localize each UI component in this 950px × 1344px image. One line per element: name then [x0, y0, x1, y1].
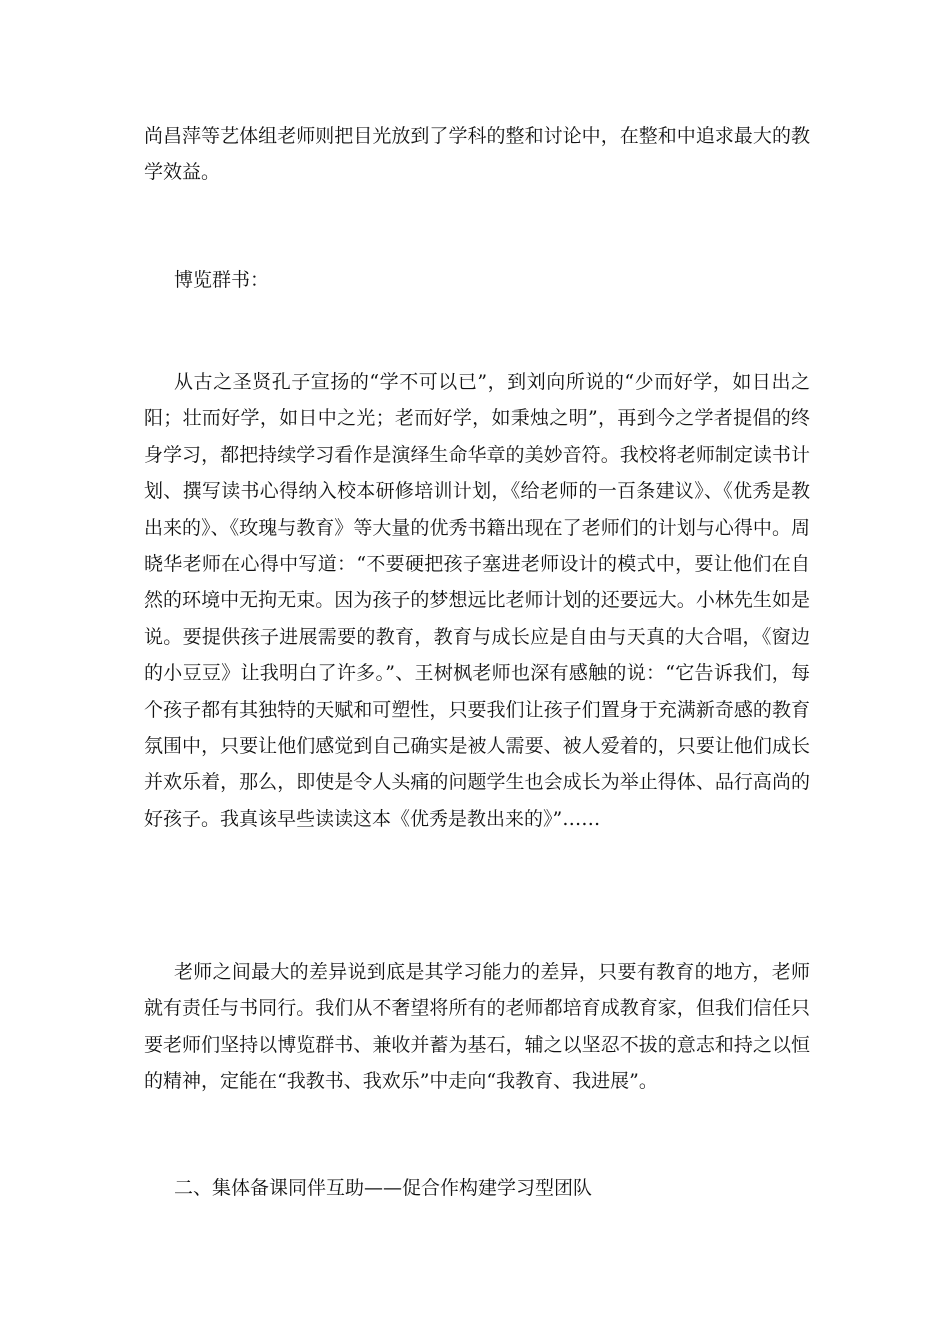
paragraph-teacher-learning: 老师之间最大的差异说到底是其学习能力的差异，只要有教育的地方，老师就有责任与书同行。我们从不奢望将所有的老师都培育成教育家，但我们信任只要老师们坚持以博览群书、兼收并蓄为基石，辅之以坚忍不拔的意志和持之以恒的精神，定能在“我教书、我欢乐”中走向“我教育、我进展”。 — [144, 961, 810, 1093]
paragraph-reading-quotes: 从古之圣贤孔子宣扬的“学不可以已”，到刘向所说的“少而好学，如日出之阳；壮而好学，如日中之光；老而好学，如秉烛之明”，再到今之学者提倡的终身学习，都把持续学习看作是演绎生命华章的美妙音符。我校将老师制定读书计划、撰写读书心得纳入校本研修培训计划，《给老师的一百条建议》、《优秀是教出来的》、《玫瑰与教育》等大量的优秀书籍出现在了老师们的计划与心得中。周晓华老师在心得中写道：“不要硬把孩子塞进老师设计的模式中，要让他们在自然的环境中无拘无束。因为孩子的梦想远比老师计划的还要远大。小林先生如是说。要提供孩子进展需要的教育，教育与成长应是自由与天真的大合唱，《窗边的小豆豆》让我明白了许多。”、王树枫老师也深有感触的说：“它告诉我们，每个孩子都有其独特的天赋和可塑性，只要我们让孩子们置身于充满新奇感的教育氛围中，只要让他们感觉到自己确实是被人需要、被人爱着的，只要让他们成长并欢乐着，那么，即使是令人头痛的问题学生也会成长为举止得体、品行高尚的好孩子。我真该早些读读这本《优秀是教出来的》”…… — [144, 371, 810, 830]
paragraph-continued: 尚昌萍等艺体组老师则把目光放到了学科的整和讨论中，在整和中追求最大的教学效益。 — [144, 125, 810, 184]
section-heading-read-widely: 博览群书： — [174, 269, 270, 291]
section-heading-collective-lesson-prep: 二、集体备课同伴互助——促合作构建学习型团队 — [174, 1177, 593, 1199]
